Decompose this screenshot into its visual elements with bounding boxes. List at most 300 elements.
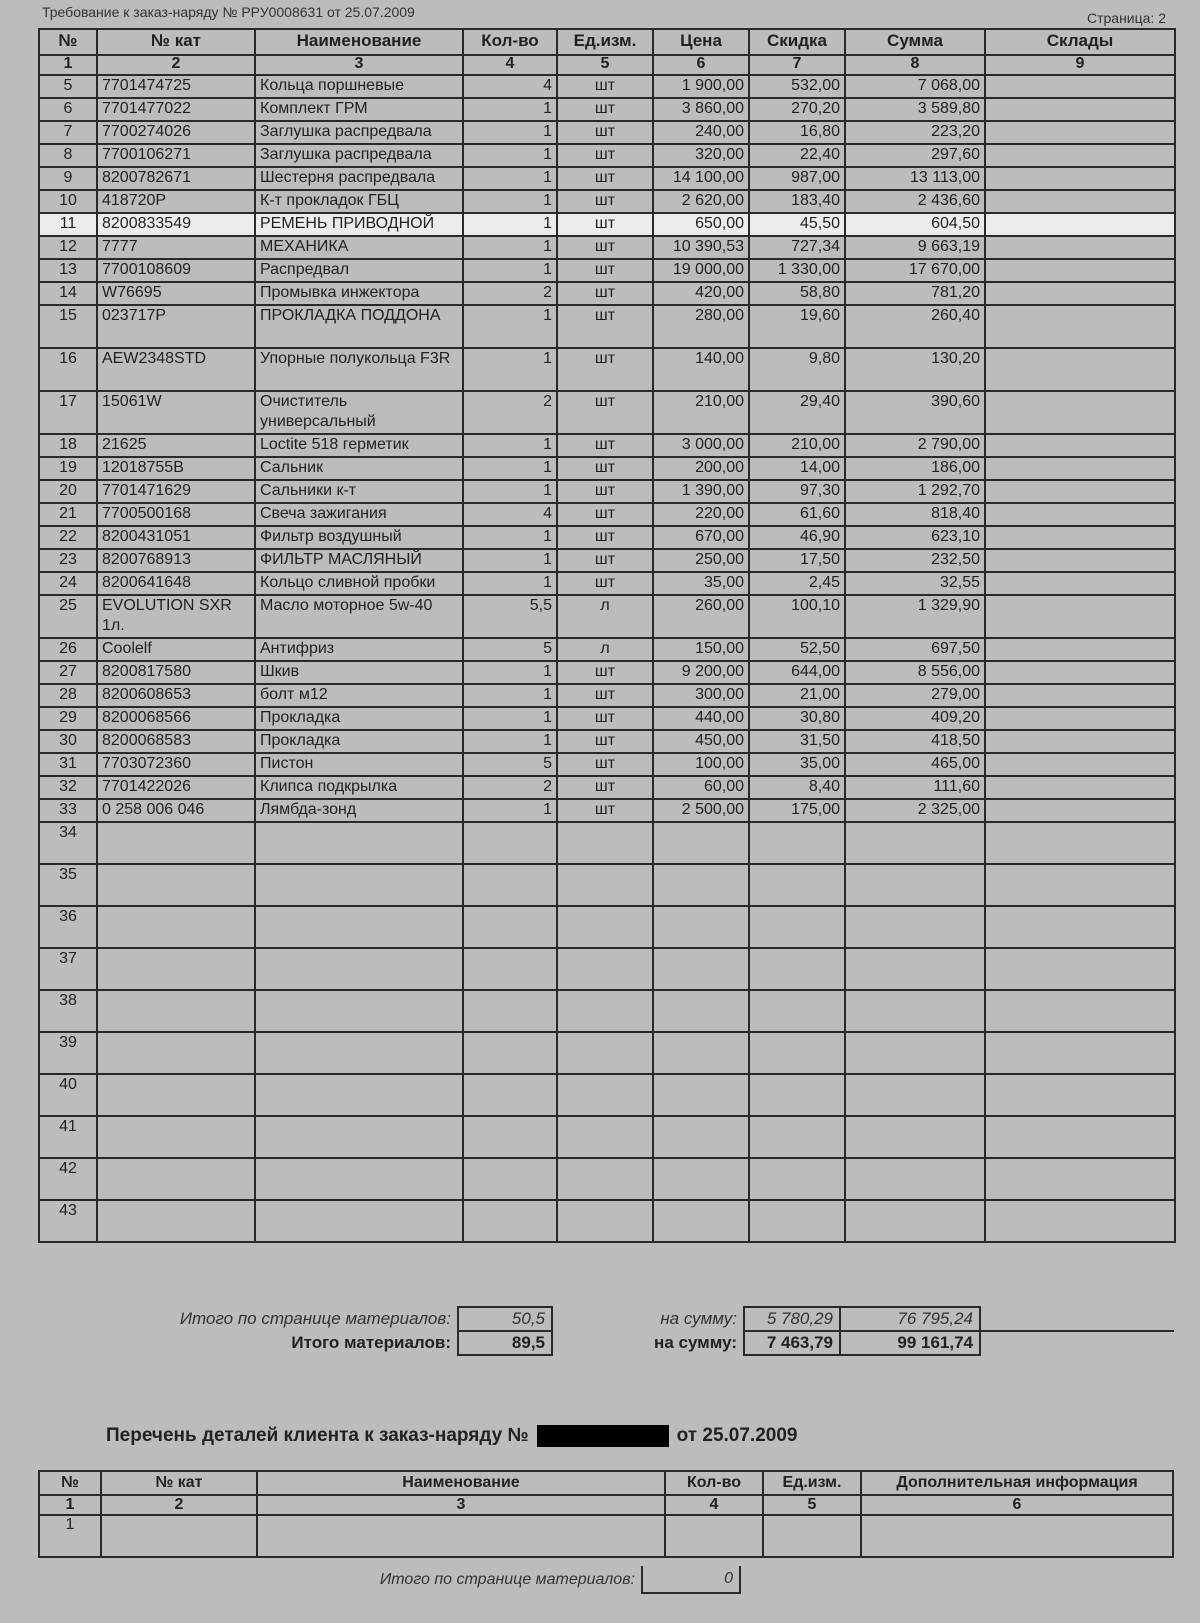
row-quantity: 1 — [463, 121, 557, 144]
row-unit — [557, 990, 653, 1032]
row-price: 240,00 — [653, 121, 749, 144]
row-unit: шт — [557, 457, 653, 480]
table-row — [39, 457, 1175, 480]
row-number: 40 — [39, 1074, 97, 1116]
row-name: Пистон — [255, 753, 463, 776]
row-unit: шт — [557, 167, 653, 190]
row-price: 150,00 — [653, 638, 749, 661]
row-discount: 46,90 — [749, 526, 845, 549]
row-quantity — [463, 822, 557, 864]
row-sum — [845, 1074, 985, 1116]
row-price — [653, 1032, 749, 1074]
row-warehouse — [985, 707, 1175, 730]
row-quantity: 1 — [463, 305, 557, 348]
row-unit: шт — [557, 190, 653, 213]
row-discount — [749, 1200, 845, 1242]
row-warehouse — [985, 595, 1175, 638]
table-row — [39, 526, 1175, 549]
row-price: 300,00 — [653, 684, 749, 707]
col-header: Кол-во — [463, 29, 557, 55]
table-row — [39, 282, 1175, 305]
row-discount: 17,50 — [749, 549, 845, 572]
row-name: Сальник — [255, 457, 463, 480]
table-row — [39, 753, 1175, 776]
row-quantity: 1 — [463, 236, 557, 259]
client-header-row — [39, 1471, 1173, 1495]
total-label: Итого материалов: — [291, 1333, 451, 1352]
row-quantity: 1 — [463, 661, 557, 684]
row-warehouse — [985, 1074, 1175, 1116]
row-warehouse — [985, 259, 1175, 282]
client-row-name — [257, 1515, 665, 1557]
row-sum — [845, 948, 985, 990]
col-header: Ед.изм. — [763, 1471, 861, 1495]
row-discount: 35,00 — [749, 753, 845, 776]
row-sum: 279,00 — [845, 684, 985, 707]
row-name: Лямбда-зонд — [255, 799, 463, 822]
row-sum: 130,20 — [845, 348, 985, 391]
row-price: 100,00 — [653, 753, 749, 776]
row-number: 11 — [39, 213, 97, 236]
row-sum: 2 790,00 — [845, 434, 985, 457]
row-discount: 210,00 — [749, 434, 845, 457]
table-row — [39, 75, 1175, 98]
row-catalog-number: 7701477022 — [97, 98, 255, 121]
client-row-info — [861, 1515, 1173, 1557]
row-name: Распредвал — [255, 259, 463, 282]
col-index: 2 — [97, 55, 255, 75]
row-catalog-number: 7703072360 — [97, 753, 255, 776]
row-quantity — [463, 906, 557, 948]
table-row — [39, 572, 1175, 595]
row-quantity — [463, 1116, 557, 1158]
row-sum — [845, 1116, 985, 1158]
row-catalog-number: AEW2348STD — [97, 348, 255, 391]
row-unit: л — [557, 595, 653, 638]
row-warehouse — [985, 684, 1175, 707]
row-sum: 2 436,60 — [845, 190, 985, 213]
row-catalog-number: 8200068583 — [97, 730, 255, 753]
row-discount — [749, 948, 845, 990]
row-sum: 781,20 — [845, 282, 985, 305]
row-sum — [845, 1032, 985, 1074]
row-price: 3 860,00 — [653, 98, 749, 121]
row-quantity — [463, 1074, 557, 1116]
row-price: 220,00 — [653, 503, 749, 526]
row-discount: 61,60 — [749, 503, 845, 526]
row-name: Очиститель универсальный — [255, 391, 463, 434]
client-total-label: Итого по странице материалов: — [379, 1570, 635, 1588]
row-number: 35 — [39, 864, 97, 906]
row-sum: 418,50 — [845, 730, 985, 753]
row-catalog-number — [97, 1116, 255, 1158]
row-price — [653, 990, 749, 1032]
client-totals — [38, 1566, 1172, 1594]
row-catalog-number: 7701474725 — [97, 75, 255, 98]
materials-index-row — [39, 55, 1175, 75]
row-warehouse — [985, 391, 1175, 434]
materials-body — [39, 75, 1175, 1242]
row-discount: 270,20 — [749, 98, 845, 121]
row-unit: шт — [557, 213, 653, 236]
row-catalog-number: 7701422026 — [97, 776, 255, 799]
row-catalog-number: 21625 — [97, 434, 255, 457]
row-warehouse — [985, 948, 1175, 990]
table-row — [39, 213, 1175, 236]
row-unit: шт — [557, 236, 653, 259]
row-name: МЕХАНИКА — [255, 236, 463, 259]
row-number: 8 — [39, 144, 97, 167]
row-catalog-number: 8200641648 — [97, 572, 255, 595]
client-index-row — [39, 1495, 1173, 1515]
table-row — [39, 990, 1175, 1032]
row-price: 9 200,00 — [653, 661, 749, 684]
row-sum: 623,10 — [845, 526, 985, 549]
col-header: № — [39, 1471, 101, 1495]
row-catalog-number: EVOLUTION SXR 1л. — [97, 595, 255, 638]
row-warehouse — [985, 434, 1175, 457]
table-row — [39, 1200, 1175, 1242]
table-row — [39, 480, 1175, 503]
row-warehouse — [985, 98, 1175, 121]
row-name: Заглушка распредвала — [255, 144, 463, 167]
row-discount: 58,80 — [749, 282, 845, 305]
row-sum: 223,20 — [845, 121, 985, 144]
row-name — [255, 1116, 463, 1158]
page-totals-row — [38, 1307, 1174, 1331]
table-row — [39, 638, 1175, 661]
row-discount: 100,10 — [749, 595, 845, 638]
row-unit: л — [557, 638, 653, 661]
row-price: 260,00 — [653, 595, 749, 638]
row-unit: шт — [557, 434, 653, 457]
row-discount: 9,80 — [749, 348, 845, 391]
col-header: № кат — [101, 1471, 257, 1495]
row-price: 3 000,00 — [653, 434, 749, 457]
row-name: РЕМЕНЬ ПРИВОДНОЙ — [255, 213, 463, 236]
row-price: 14 100,00 — [653, 167, 749, 190]
row-catalog-number — [97, 948, 255, 990]
row-discount — [749, 1116, 845, 1158]
row-price: 250,00 — [653, 549, 749, 572]
row-discount: 22,40 — [749, 144, 845, 167]
row-number: 38 — [39, 990, 97, 1032]
row-number: 25 — [39, 595, 97, 638]
row-number: 30 — [39, 730, 97, 753]
row-name — [255, 1200, 463, 1242]
row-quantity: 5 — [463, 638, 557, 661]
table-row — [39, 391, 1175, 434]
row-sum — [845, 1200, 985, 1242]
row-warehouse — [985, 906, 1175, 948]
row-unit: шт — [557, 391, 653, 434]
row-quantity: 1 — [463, 348, 557, 391]
client-row-number: 1 — [39, 1515, 101, 1557]
row-number: 17 — [39, 391, 97, 434]
row-quantity: 1 — [463, 684, 557, 707]
row-sum: 604,50 — [845, 213, 985, 236]
row-sum: 7 068,00 — [845, 75, 985, 98]
col-index: 1 — [39, 1495, 101, 1515]
row-warehouse — [985, 661, 1175, 684]
total-qty: 89,5 — [458, 1331, 552, 1355]
table-row — [39, 776, 1175, 799]
row-price — [653, 1158, 749, 1200]
row-warehouse — [985, 1032, 1175, 1074]
col-header: Кол-во — [665, 1471, 763, 1495]
materials-table — [38, 28, 1176, 1243]
row-name — [255, 1032, 463, 1074]
client-title-suffix: от 25.07.2009 — [676, 1425, 798, 1447]
row-discount: 16,80 — [749, 121, 845, 144]
row-quantity: 2 — [463, 391, 557, 434]
row-quantity: 1 — [463, 572, 557, 595]
row-name: Прокладка — [255, 707, 463, 730]
col-index: 4 — [665, 1495, 763, 1515]
row-discount — [749, 990, 845, 1032]
row-discount: 532,00 — [749, 75, 845, 98]
row-name — [255, 906, 463, 948]
row-quantity — [463, 1158, 557, 1200]
row-warehouse — [985, 864, 1175, 906]
row-number: 19 — [39, 457, 97, 480]
row-catalog-number: 12018755B — [97, 457, 255, 480]
table-row — [39, 595, 1175, 638]
row-discount — [749, 1158, 845, 1200]
row-quantity: 1 — [463, 799, 557, 822]
row-price — [653, 1116, 749, 1158]
row-warehouse — [985, 236, 1175, 259]
row-name: Заглушка распредвала — [255, 121, 463, 144]
row-unit: шт — [557, 661, 653, 684]
row-catalog-number: 8200782671 — [97, 167, 255, 190]
row-price: 210,00 — [653, 391, 749, 434]
row-number: 12 — [39, 236, 97, 259]
row-number: 5 — [39, 75, 97, 98]
page-number: Страница: 2 — [1086, 10, 1166, 26]
table-row — [39, 799, 1175, 822]
col-index: 3 — [255, 55, 463, 75]
row-warehouse — [985, 213, 1175, 236]
row-sum: 297,60 — [845, 144, 985, 167]
col-header: Сумма — [845, 29, 985, 55]
row-unit: шт — [557, 753, 653, 776]
client-total-value: 0 — [642, 1566, 740, 1593]
row-number: 43 — [39, 1200, 97, 1242]
row-name: Масло моторное 5w-40 — [255, 595, 463, 638]
row-catalog-number: 7700108609 — [97, 259, 255, 282]
row-sum: 818,40 — [845, 503, 985, 526]
row-warehouse — [985, 730, 1175, 753]
row-quantity: 1 — [463, 213, 557, 236]
row-name — [255, 990, 463, 1032]
col-header: № кат — [97, 29, 255, 55]
row-name: Сальники к-т — [255, 480, 463, 503]
row-price — [653, 906, 749, 948]
row-catalog-number: Coolelf — [97, 638, 255, 661]
row-unit — [557, 948, 653, 990]
row-catalog-number: 8200068566 — [97, 707, 255, 730]
row-sum: 465,00 — [845, 753, 985, 776]
row-name: Loctite 518 герметик — [255, 434, 463, 457]
row-name — [255, 1158, 463, 1200]
row-catalog-number — [97, 1074, 255, 1116]
row-discount: 45,50 — [749, 213, 845, 236]
client-section-title — [106, 1425, 797, 1447]
row-catalog-number: 7700500168 — [97, 503, 255, 526]
col-index: 6 — [861, 1495, 1173, 1515]
row-sum: 1 329,90 — [845, 595, 985, 638]
row-sum: 390,60 — [845, 391, 985, 434]
row-catalog-number: 7700106271 — [97, 144, 255, 167]
row-number: 7 — [39, 121, 97, 144]
row-sum: 32,55 — [845, 572, 985, 595]
row-catalog-number: 418720P — [97, 190, 255, 213]
row-discount: 727,34 — [749, 236, 845, 259]
table-row — [39, 190, 1175, 213]
row-quantity: 1 — [463, 144, 557, 167]
row-number: 22 — [39, 526, 97, 549]
row-unit — [557, 1074, 653, 1116]
col-header: Дополнительная информация — [861, 1471, 1173, 1495]
row-sum — [845, 906, 985, 948]
row-number: 29 — [39, 707, 97, 730]
row-catalog-number: 15061W — [97, 391, 255, 434]
table-row — [39, 707, 1175, 730]
row-catalog-number: 7700274026 — [97, 121, 255, 144]
row-catalog-number — [97, 822, 255, 864]
row-discount: 14,00 — [749, 457, 845, 480]
row-name: Фильтр воздушный — [255, 526, 463, 549]
row-quantity: 1 — [463, 259, 557, 282]
row-name: Клипса подкрылка — [255, 776, 463, 799]
row-unit: шт — [557, 503, 653, 526]
row-quantity: 4 — [463, 75, 557, 98]
col-index: 2 — [101, 1495, 257, 1515]
row-warehouse — [985, 282, 1175, 305]
row-quantity — [463, 948, 557, 990]
row-quantity: 1 — [463, 190, 557, 213]
row-name — [255, 864, 463, 906]
col-index: 5 — [763, 1495, 861, 1515]
row-number: 26 — [39, 638, 97, 661]
total-discount: 7 463,79 — [744, 1331, 840, 1355]
table-row — [39, 1116, 1175, 1158]
row-price — [653, 822, 749, 864]
row-price: 670,00 — [653, 526, 749, 549]
row-price: 320,00 — [653, 144, 749, 167]
row-discount: 31,50 — [749, 730, 845, 753]
row-unit: шт — [557, 526, 653, 549]
row-price: 2 620,00 — [653, 190, 749, 213]
row-catalog-number — [97, 1200, 255, 1242]
row-warehouse — [985, 526, 1175, 549]
row-quantity: 1 — [463, 98, 557, 121]
row-quantity: 1 — [463, 167, 557, 190]
row-discount: 1 330,00 — [749, 259, 845, 282]
row-catalog-number — [97, 1032, 255, 1074]
row-quantity: 1 — [463, 457, 557, 480]
row-sum: 9 663,19 — [845, 236, 985, 259]
row-price: 200,00 — [653, 457, 749, 480]
row-unit — [557, 1200, 653, 1242]
row-number: 10 — [39, 190, 97, 213]
row-name: болт м12 — [255, 684, 463, 707]
row-catalog-number: W76695 — [97, 282, 255, 305]
row-quantity: 4 — [463, 503, 557, 526]
row-warehouse — [985, 1158, 1175, 1200]
col-header: Склады — [985, 29, 1175, 55]
row-sum: 260,40 — [845, 305, 985, 348]
row-sum — [845, 822, 985, 864]
row-number: 24 — [39, 572, 97, 595]
row-unit — [557, 822, 653, 864]
col-index: 1 — [39, 55, 97, 75]
row-unit: шт — [557, 348, 653, 391]
row-price — [653, 864, 749, 906]
row-unit: шт — [557, 144, 653, 167]
row-number: 31 — [39, 753, 97, 776]
row-price: 2 500,00 — [653, 799, 749, 822]
row-discount: 987,00 — [749, 167, 845, 190]
row-price: 450,00 — [653, 730, 749, 753]
table-row — [39, 730, 1175, 753]
row-number: 28 — [39, 684, 97, 707]
row-name: Упорные полукольца F3R — [255, 348, 463, 391]
row-sum: 111,60 — [845, 776, 985, 799]
col-header: Наименование — [257, 1471, 665, 1495]
row-catalog-number: 0 258 006 046 — [97, 799, 255, 822]
row-discount: 183,40 — [749, 190, 845, 213]
row-quantity: 1 — [463, 434, 557, 457]
row-sum — [845, 1158, 985, 1200]
col-header: Цена — [653, 29, 749, 55]
row-unit — [557, 1032, 653, 1074]
row-number: 34 — [39, 822, 97, 864]
row-quantity: 5,5 — [463, 595, 557, 638]
row-warehouse — [985, 753, 1175, 776]
col-index: 3 — [257, 1495, 665, 1515]
row-sum: 2 325,00 — [845, 799, 985, 822]
row-number: 41 — [39, 1116, 97, 1158]
row-price: 35,00 — [653, 572, 749, 595]
row-quantity: 1 — [463, 480, 557, 503]
table-row — [39, 864, 1175, 906]
row-quantity: 2 — [463, 776, 557, 799]
row-warehouse — [985, 144, 1175, 167]
row-unit: шт — [557, 305, 653, 348]
row-unit: шт — [557, 282, 653, 305]
row-discount: 8,40 — [749, 776, 845, 799]
page-total-discount: 5 780,29 — [744, 1307, 840, 1331]
table-row — [39, 236, 1175, 259]
row-price: 60,00 — [653, 776, 749, 799]
row-warehouse — [985, 1200, 1175, 1242]
row-name: ФИЛЬТР МАСЛЯНЫЙ — [255, 549, 463, 572]
row-unit: шт — [557, 684, 653, 707]
row-name — [255, 948, 463, 990]
row-unit: шт — [557, 572, 653, 595]
row-number: 32 — [39, 776, 97, 799]
row-name: К-т прокладок ГБЦ — [255, 190, 463, 213]
table-row — [39, 661, 1175, 684]
row-sum: 3 589,80 — [845, 98, 985, 121]
row-catalog-number — [97, 990, 255, 1032]
row-name: Прокладка — [255, 730, 463, 753]
row-number: 23 — [39, 549, 97, 572]
document-title: Требование к заказ-наряду № РРУ0008631 от 25.07.2009 — [42, 4, 415, 20]
row-number: 39 — [39, 1032, 97, 1074]
